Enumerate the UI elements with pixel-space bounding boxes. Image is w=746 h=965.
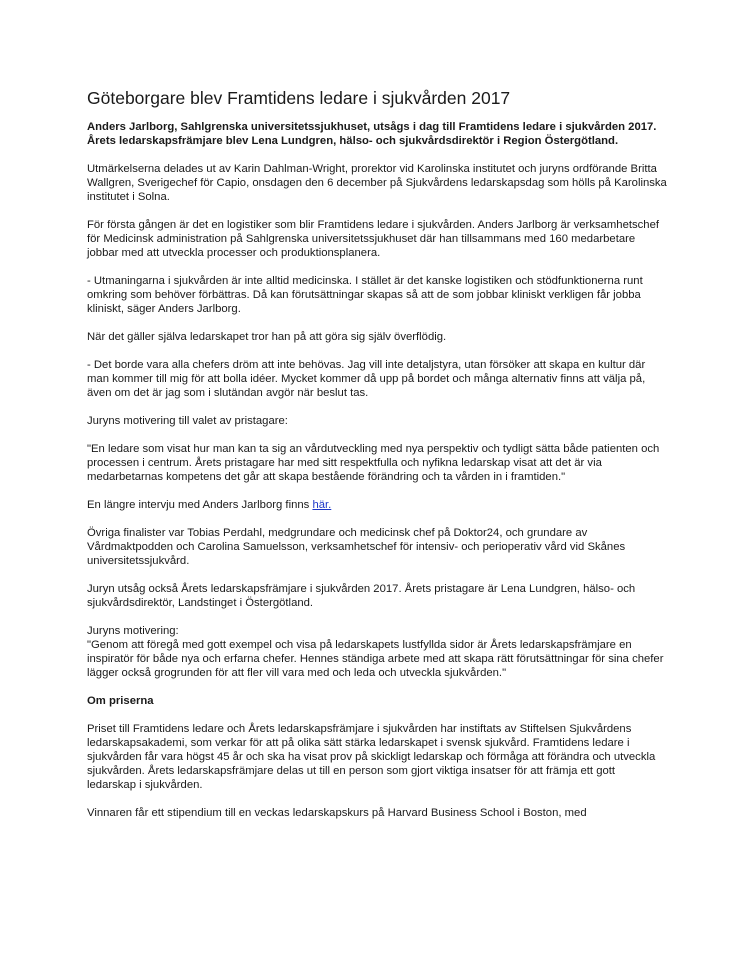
article-lead: Anders Jarlborg, Sahlgrenska universitetssjukhuset, utsågs i dag till Framtidens ledare i sjukvården 2017. Årets ledarskapsfrämjare blev Lena Lundgren, hälso- och sjukvårdsdirektör i Region Östergötland.: [87, 121, 657, 147]
paragraph-logistician: För första gången är det en logistiker som blir Framtidens ledare i sjukvården. Anders Jarlborg är verksamhetschef för Medicinsk administration på Sahlgrenska universitetssjukhuset där han tillsammans med 160 medarbetare jobbar med att utveckla processer och produktionsplanera.: [87, 219, 660, 259]
paragraph-leadership-promoter: Juryn utsåg också Årets ledarskapsfrämjare i sjukvården 2017. Årets pristagare är Lena Lundgren, hälso- och sjukvårdsdirektör, Landstinget i Östergötland.: [87, 583, 636, 609]
paragraph-quote-challenges: - Utmaningarna i sjukvården är inte alltid medicinska. I stället är det kanske logistiken och stödfunktionerna runt omkring som behöver förbättras. Då kan förutsättningar skapas så att de som jobbar kliniskt verkligen får jobba kliniskt, säger Anders Jarlborg.: [87, 275, 643, 315]
paragraph-finalists: Övriga finalister var Tobias Perdahl, medgrundare och medicinsk chef på Doktor24, och grundare av Vårdmaktpodden och Carolina Samuelsson, verksamhetschef för intensiv- och perioperativ vård vid Skånes universitetssjukvård.: [87, 527, 626, 567]
paragraph-scholarship: Vinnaren får ett stipendium till en veckas ledarskapskurs på Harvard Business School i Boston, med: [87, 807, 587, 819]
article-title: Göteborgare blev Framtidens ledare i sjukvården 2017: [87, 88, 511, 108]
paragraph-quote-dream: - Det borde vara alla chefers dröm att inte behövas. Jag vill inte detaljstyra, utan försöker att skapa en kultur där man kommer till mig för att bolla idéer. Mycket kommer då upp på bordet och många alternativ finns att välja på, även om det är jag som i slutändan avgör när beslut tas.: [87, 359, 646, 399]
article-body: [87, 88, 667, 834]
motivation-quote: "Genom att föregå med gott exempel och visa på ledarskapets lustfyllda sidor är Årets ledarskapsfrämjare en inspiratör för både nya och erfarna chefer. Hennes ständiga arbete med att skapa rätt förutsättningar för sina chefer lägger också grogrunden för att fler vill vara med och leda och utveckla sjukvården.": [87, 639, 664, 679]
paragraph-promoter-motivation: [87, 624, 667, 680]
motivation-label: Juryns motivering:: [87, 625, 179, 637]
paragraph-leadership-view: När det gäller själva ledarskapet tror han på att göra sig själv överflödig.: [87, 331, 447, 343]
interview-text: En längre intervju med Anders Jarlborg finns: [87, 499, 313, 511]
interview-link[interactable]: här.: [312, 499, 332, 511]
section-heading-about-prizes: Om priserna: [87, 695, 154, 707]
paragraph-interview: [87, 498, 667, 512]
paragraph-award-ceremony: Utmärkelserna delades ut av Karin Dahlman-Wright, prorektor vid Karolinska institutet och juryns ordförande Britta Wallgren, Sverigechef för Capio, onsdagen den 6 december på Sjukvårdens ledarskapsdag som hölls på Karolinska institutet i Solna.: [87, 163, 667, 203]
paragraph-jury-motivation: "En ledare som visat hur man kan ta sig an vårdutveckling med nya perspektiv och tydligt sätta både patienten och processen i centrum. Årets pristagare har med sitt respektfulla och nyfikna ledarskap visat att det är via medarbetarnas kompetens det går att skapa bestående förändring och ta vården in i framtiden.": [87, 443, 660, 483]
paragraph-about-prizes: Priset till Framtidens ledare och Årets ledarskapsfrämjare i sjukvården har instiftats av Stiftelsen Sjukvårdens ledarskapsakademi, som verkar för att på olika sätt stärka ledarskapet i svensk sjukvård. Framtidens ledare i sjukvården får vara högst 45 år och ska ha visat prov på skickligt ledarskap och förmåga att förändra och utveckla sjukvården. Årets ledarskapsfrämjare delas ut till en person som gjort viktiga insatser för att främja ett gott ledarskap i sjukvården.: [87, 723, 656, 791]
paragraph-jury-intro: Juryns motivering till valet av pristagare:: [87, 415, 288, 427]
